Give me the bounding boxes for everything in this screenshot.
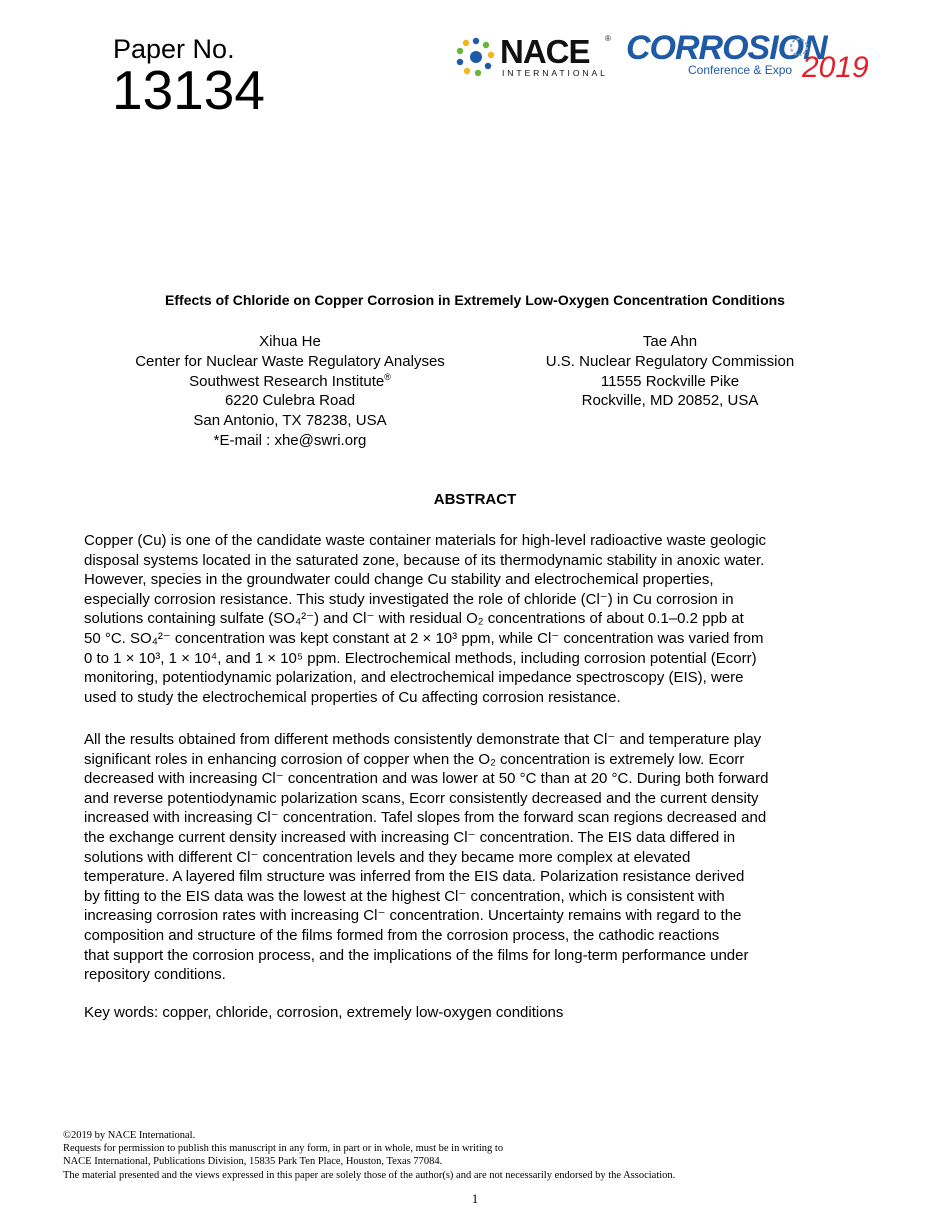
- abstract-paragraph-1: [84, 531, 874, 707]
- footer-line: The material presented and the views expressed in this paper are solely those of the author(s) and are not necessarily endorsed by the Association.: [63, 1169, 676, 1181]
- text-line: temperature. A layered film structure was inferred from the EIS data. Polarization resistance derived: [84, 868, 745, 886]
- text-line: significant roles in enhancing corrosion of copper when the O₂ concentration is extremely low. Ecorr: [84, 750, 745, 768]
- text-line: However, species in the groundwater could change Cu stability and electrochemical properties,: [84, 571, 714, 589]
- paper-title: Effects of Chloride on Copper Corrosion in Extremely Low-Oxygen Concentration Conditions: [165, 292, 785, 308]
- text-line: 0 to 1 × 10³, 1 × 10⁴, and 1 × 10⁵ ppm. Electrochemical methods, including corrosion potential (Ecorr): [84, 649, 757, 667]
- copyright-footer: [63, 1129, 675, 1182]
- corrosion-wordmark: CORROSION: [626, 29, 827, 67]
- text-line: and reverse potentiodynamic polarization scans, Ecorr consistently decreased and the current density: [84, 789, 759, 807]
- conference-year: 2019: [802, 51, 869, 84]
- paper-number: 13134: [112, 59, 265, 121]
- author-street: 11555 Rockville Pike: [600, 372, 740, 390]
- abstract-paragraph-2: [84, 730, 874, 985]
- author-street: 6220 Culebra Road: [224, 392, 356, 410]
- footer-line: Requests for permission to publish this manuscript in any form, in part or in whole, must be in writing to: [63, 1143, 504, 1155]
- text-line: used to study the electrochemical properties of Cu affecting corrosion resistance.: [84, 688, 621, 706]
- text-line: solutions containing sulfate (SO₄²⁻) and Cl⁻ with residual O₂ concentrations of about 0.1–0.2 ppb at: [84, 610, 744, 628]
- corrosion-logo: [626, 30, 886, 90]
- author-block-2: [460, 332, 880, 411]
- footer-line: ©2019 by NACE International.: [63, 1130, 196, 1141]
- author-block-1: [80, 332, 500, 451]
- registered-mark: ®: [384, 371, 391, 382]
- conference-subtitle: Conference & Expo: [688, 63, 793, 77]
- text-line: by fitting to the EIS data was the lowest at the highest Cl⁻ concentration, which is consistent with: [84, 887, 725, 905]
- author-affiliation: Center for Nuclear Waste Regulatory Analyses: [135, 352, 445, 370]
- text-line: especially corrosion resistance. This study investigated the role of chloride (Cl⁻) in Cu corrosion in: [84, 590, 734, 608]
- keywords: Key words: copper, chloride, corrosion, extremely low-oxygen conditions: [84, 1004, 564, 1021]
- author-email: *E-mail : xhe@swri.org: [213, 431, 367, 449]
- text-line: increasing corrosion rates with increasing Cl⁻ concentration. Uncertainty remains with regard to the: [84, 907, 742, 925]
- text-line: decreased with increasing Cl⁻ concentration and was lower at 50 °C than at 20 °C. During both forward: [84, 770, 769, 788]
- text-line: 50 °C. SO₄²⁻ concentration was kept constant at 2 × 10³ ppm, while Cl⁻ concentration was varied from: [84, 629, 764, 647]
- abstract-heading: ABSTRACT: [433, 491, 517, 508]
- text-line: repository conditions.: [84, 966, 226, 984]
- nace-subtitle: INTERNATIONAL: [502, 68, 608, 78]
- author-institute: Southwest Research Institute®: [189, 371, 391, 390]
- text-line: increased with increasing Cl⁻ concentration. Tafel slopes from the forward scan regions decreased and: [84, 809, 767, 827]
- nace-logo: [455, 34, 615, 78]
- nace-globe-icon: [455, 36, 497, 78]
- nace-registered-mark: ®: [605, 34, 611, 43]
- author-name: Xihua He: [259, 333, 321, 350]
- paper-label: Paper No.: [113, 34, 235, 64]
- page-number: 1: [471, 1191, 479, 1206]
- text-line: solutions with different Cl⁻ concentration levels and they became more complex at elevated: [84, 848, 691, 866]
- author-affiliation: U.S. Nuclear Regulatory Commission: [545, 352, 795, 370]
- author-city: Rockville, MD 20852, USA: [581, 392, 759, 410]
- footer-line: NACE International, Publications Division, 15835 Park Ten Place, Houston, Texas 77084.: [63, 1156, 443, 1168]
- text-line: All the results obtained from different methods consistently demonstrate that Cl⁻ and temperature play: [84, 731, 762, 748]
- text-line: disposal systems located in the saturated zone, because of its thermodynamic stability in anoxic water.: [84, 551, 765, 569]
- author-city: San Antonio, TX 78238, USA: [193, 412, 387, 430]
- text-line: the exchange current density increased with increasing Cl⁻ concentration. The EIS data differed in: [84, 828, 736, 846]
- text-line: monitoring, potentiodynamic polarization, and electrochemical impedance spectroscopy (EIS), were: [84, 669, 744, 687]
- nace-wordmark: NACE: [500, 33, 590, 70]
- text-line: Copper (Cu) is one of the candidate waste container materials for high-level radioactive waste geologic: [84, 532, 767, 549]
- text-line: that support the corrosion process, and the implications of the films for long-term performance under: [84, 946, 749, 964]
- author-name: Tae Ahn: [642, 333, 698, 350]
- text-line: composition and structure of the films formed from the corrosion process, the cathodic reactions: [84, 926, 720, 944]
